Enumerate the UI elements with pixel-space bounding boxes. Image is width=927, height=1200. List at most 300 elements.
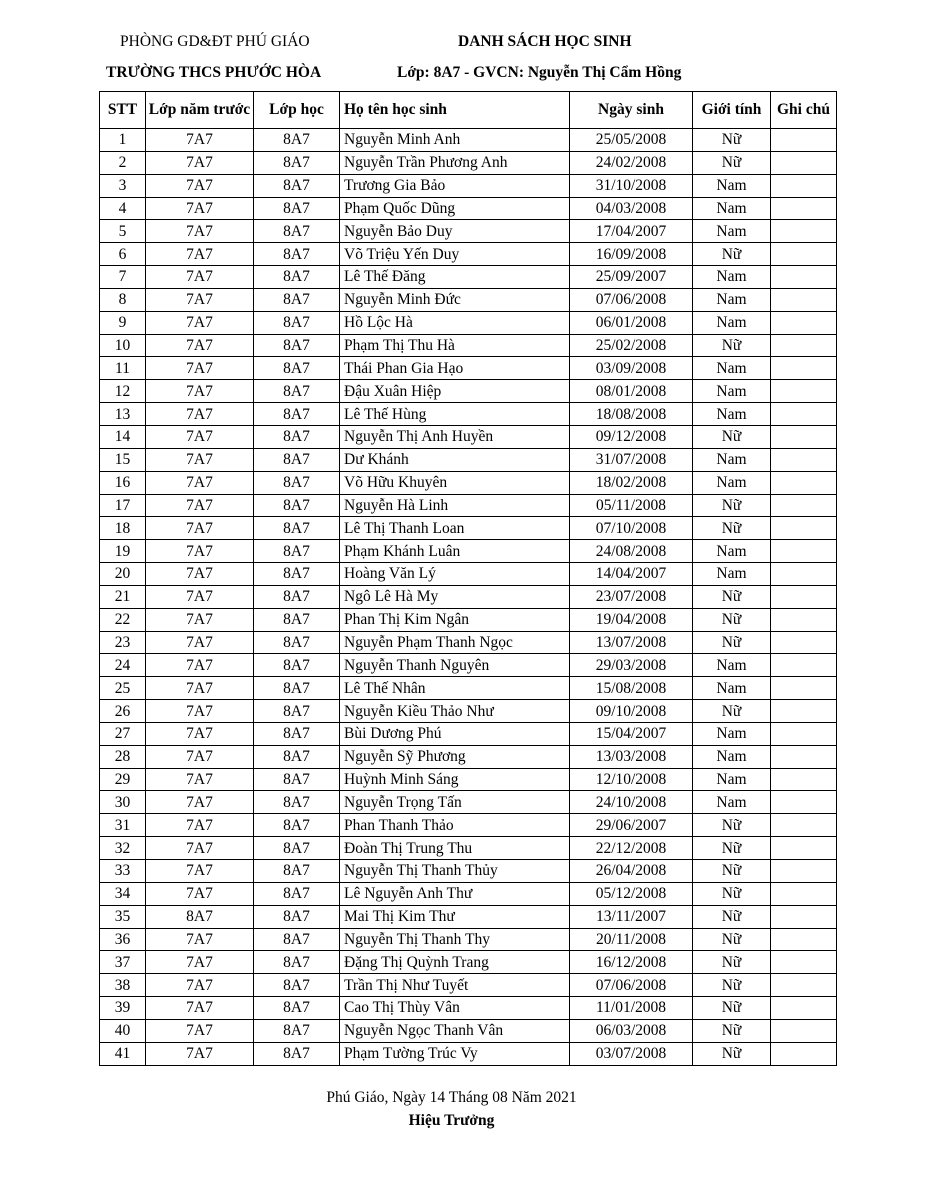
class-cell: 8A7 xyxy=(254,997,340,1020)
table-row xyxy=(100,654,837,677)
previous-class-cell: 7A7 xyxy=(146,517,254,540)
table-row xyxy=(100,608,837,631)
gender-cell: Nam xyxy=(693,791,771,814)
department-name: PHÒNG GD&ĐT PHÚ GIÁO xyxy=(120,33,310,50)
birth-date-cell: 03/09/2008 xyxy=(570,357,693,380)
table-header-row xyxy=(100,92,837,129)
stt-cell: 27 xyxy=(100,722,146,745)
birth-date-cell: 31/07/2008 xyxy=(570,448,693,471)
note-cell xyxy=(771,357,837,380)
birth-date-cell: 29/06/2007 xyxy=(570,814,693,837)
note-cell xyxy=(771,700,837,723)
gender-cell: Nam xyxy=(693,563,771,586)
previous-class-cell: 7A7 xyxy=(146,266,254,289)
student-name-cell: Phạm Khánh Luân xyxy=(340,540,570,563)
student-name-cell: Thái Phan Gia Hạo xyxy=(340,357,570,380)
student-name-cell: Đoàn Thị Trung Thu xyxy=(340,837,570,860)
gender-cell: Nam xyxy=(693,380,771,403)
birth-date-cell: 23/07/2008 xyxy=(570,585,693,608)
note-cell xyxy=(771,1019,837,1042)
note-cell xyxy=(771,174,837,197)
table-row xyxy=(100,471,837,494)
class-cell: 8A7 xyxy=(254,197,340,220)
birth-date-cell: 09/10/2008 xyxy=(570,700,693,723)
stt-cell: 14 xyxy=(100,425,146,448)
stt-cell: 36 xyxy=(100,928,146,951)
class-cell: 8A7 xyxy=(254,174,340,197)
student-name-cell: Nguyễn Thị Anh Huyền xyxy=(340,425,570,448)
table-row xyxy=(100,197,837,220)
birth-date-cell: 26/04/2008 xyxy=(570,860,693,883)
previous-class-cell: 7A7 xyxy=(146,471,254,494)
birth-date-cell: 09/12/2008 xyxy=(570,425,693,448)
stt-cell: 22 xyxy=(100,608,146,631)
student-name-cell: Phạm Tường Trúc Vy xyxy=(340,1042,570,1065)
student-name-cell: Võ Hữu Khuyên xyxy=(340,471,570,494)
class-cell: 8A7 xyxy=(254,380,340,403)
column-header-birth-date: Ngày sinh xyxy=(570,92,693,129)
class-cell: 8A7 xyxy=(254,722,340,745)
previous-class-cell: 7A7 xyxy=(146,243,254,266)
previous-class-cell: 7A7 xyxy=(146,220,254,243)
previous-class-cell: 7A7 xyxy=(146,585,254,608)
birth-date-cell: 13/03/2008 xyxy=(570,745,693,768)
student-name-cell: Dư Khánh xyxy=(340,448,570,471)
student-name-cell: Huỳnh Minh Sáng xyxy=(340,768,570,791)
birth-date-cell: 18/08/2008 xyxy=(570,403,693,426)
birth-date-cell: 18/02/2008 xyxy=(570,471,693,494)
table-row xyxy=(100,288,837,311)
note-cell xyxy=(771,654,837,677)
student-name-cell: Trương Gia Bảo xyxy=(340,174,570,197)
class-cell: 8A7 xyxy=(254,334,340,357)
class-cell: 8A7 xyxy=(254,791,340,814)
gender-cell: Nữ xyxy=(693,905,771,928)
note-cell xyxy=(771,288,837,311)
note-cell xyxy=(771,197,837,220)
table-row xyxy=(100,860,837,883)
previous-class-cell: 7A7 xyxy=(146,654,254,677)
birth-date-cell: 13/11/2007 xyxy=(570,905,693,928)
birth-date-cell: 31/10/2008 xyxy=(570,174,693,197)
gender-cell: Nam xyxy=(693,745,771,768)
column-header-gender: Giới tính xyxy=(693,92,771,129)
note-cell xyxy=(771,905,837,928)
table-row xyxy=(100,677,837,700)
previous-class-cell: 7A7 xyxy=(146,631,254,654)
stt-cell: 7 xyxy=(100,266,146,289)
stt-cell: 24 xyxy=(100,654,146,677)
table-row xyxy=(100,151,837,174)
student-name-cell: Nguyễn Minh Đức xyxy=(340,288,570,311)
class-cell: 8A7 xyxy=(254,471,340,494)
class-cell: 8A7 xyxy=(254,563,340,586)
table-row xyxy=(100,951,837,974)
previous-class-cell: 7A7 xyxy=(146,608,254,631)
previous-class-cell: 7A7 xyxy=(146,380,254,403)
birth-date-cell: 06/01/2008 xyxy=(570,311,693,334)
table-row xyxy=(100,357,837,380)
table-row xyxy=(100,882,837,905)
student-name-cell: Nguyễn Thị Thanh Thủy xyxy=(340,860,570,883)
table-row xyxy=(100,791,837,814)
stt-cell: 18 xyxy=(100,517,146,540)
stt-cell: 31 xyxy=(100,814,146,837)
table-row xyxy=(100,1019,837,1042)
table-row xyxy=(100,334,837,357)
previous-class-cell: 7A7 xyxy=(146,814,254,837)
stt-cell: 20 xyxy=(100,563,146,586)
gender-cell: Nam xyxy=(693,288,771,311)
class-cell: 8A7 xyxy=(254,425,340,448)
note-cell xyxy=(771,311,837,334)
student-name-cell: Nguyễn Trọng Tấn xyxy=(340,791,570,814)
stt-cell: 25 xyxy=(100,677,146,700)
table-row xyxy=(100,563,837,586)
birth-date-cell: 25/05/2008 xyxy=(570,129,693,152)
previous-class-cell: 7A7 xyxy=(146,974,254,997)
previous-class-cell: 7A7 xyxy=(146,997,254,1020)
class-cell: 8A7 xyxy=(254,974,340,997)
birth-date-cell: 06/03/2008 xyxy=(570,1019,693,1042)
note-cell xyxy=(771,334,837,357)
stt-cell: 34 xyxy=(100,882,146,905)
note-cell xyxy=(771,745,837,768)
gender-cell: Nữ xyxy=(693,517,771,540)
column-header-class: Lớp học xyxy=(254,92,340,129)
table-row xyxy=(100,745,837,768)
class-cell: 8A7 xyxy=(254,220,340,243)
class-cell: 8A7 xyxy=(254,882,340,905)
note-cell xyxy=(771,928,837,951)
stt-cell: 40 xyxy=(100,1019,146,1042)
student-name-cell: Lê Thế Nhân xyxy=(340,677,570,700)
birth-date-cell: 24/08/2008 xyxy=(570,540,693,563)
student-name-cell: Trần Thị Như Tuyết xyxy=(340,974,570,997)
stt-cell: 17 xyxy=(100,494,146,517)
note-cell xyxy=(771,220,837,243)
column-header-stt: STT xyxy=(100,92,146,129)
gender-cell: Nữ xyxy=(693,243,771,266)
student-name-cell: Phạm Quốc Dũng xyxy=(340,197,570,220)
stt-cell: 26 xyxy=(100,700,146,723)
gender-cell: Nam xyxy=(693,357,771,380)
gender-cell: Nam xyxy=(693,266,771,289)
table-row xyxy=(100,814,837,837)
student-name-cell: Phan Thị Kim Ngân xyxy=(340,608,570,631)
birth-date-cell: 07/06/2008 xyxy=(570,974,693,997)
previous-class-cell: 7A7 xyxy=(146,677,254,700)
stt-cell: 35 xyxy=(100,905,146,928)
student-name-cell: Nguyễn Thanh Nguyên xyxy=(340,654,570,677)
previous-class-cell: 7A7 xyxy=(146,700,254,723)
student-name-cell: Phan Thanh Thảo xyxy=(340,814,570,837)
note-cell xyxy=(771,882,837,905)
stt-cell: 28 xyxy=(100,745,146,768)
table-row xyxy=(100,768,837,791)
gender-cell: Nữ xyxy=(693,631,771,654)
previous-class-cell: 7A7 xyxy=(146,151,254,174)
previous-class-cell: 7A7 xyxy=(146,768,254,791)
student-name-cell: Nguyễn Kiều Thảo Như xyxy=(340,700,570,723)
class-cell: 8A7 xyxy=(254,151,340,174)
table-row xyxy=(100,243,837,266)
student-name-cell: Lê Thế Hùng xyxy=(340,403,570,426)
stt-cell: 8 xyxy=(100,288,146,311)
note-cell xyxy=(771,266,837,289)
table-row xyxy=(100,517,837,540)
birth-date-cell: 12/10/2008 xyxy=(570,768,693,791)
note-cell xyxy=(771,677,837,700)
previous-class-cell: 7A7 xyxy=(146,129,254,152)
table-row xyxy=(100,585,837,608)
class-cell: 8A7 xyxy=(254,814,340,837)
stt-cell: 5 xyxy=(100,220,146,243)
class-cell: 8A7 xyxy=(254,517,340,540)
student-name-cell: Nguyễn Ngọc Thanh Vân xyxy=(340,1019,570,1042)
class-cell: 8A7 xyxy=(254,928,340,951)
note-cell xyxy=(771,631,837,654)
gender-cell: Nữ xyxy=(693,585,771,608)
gender-cell: Nữ xyxy=(693,425,771,448)
note-cell xyxy=(771,151,837,174)
student-name-cell: Cao Thị Thùy Vân xyxy=(340,997,570,1020)
gender-cell: Nam xyxy=(693,448,771,471)
place-and-date: Phú Giáo, Ngày 14 Tháng 08 Năm 2021 xyxy=(326,1089,577,1106)
previous-class-cell: 7A7 xyxy=(146,745,254,768)
birth-date-cell: 24/02/2008 xyxy=(570,151,693,174)
table-row xyxy=(100,448,837,471)
stt-cell: 32 xyxy=(100,837,146,860)
class-cell: 8A7 xyxy=(254,905,340,928)
school-name: TRƯỜNG THCS PHƯỚC HÒA xyxy=(106,64,322,81)
table-row xyxy=(100,174,837,197)
class-cell: 8A7 xyxy=(254,768,340,791)
student-name-cell: Bùi Dương Phú xyxy=(340,722,570,745)
note-cell xyxy=(771,837,837,860)
previous-class-cell: 7A7 xyxy=(146,540,254,563)
table-row xyxy=(100,928,837,951)
birth-date-cell: 17/04/2007 xyxy=(570,220,693,243)
gender-cell: Nam xyxy=(693,403,771,426)
stt-cell: 11 xyxy=(100,357,146,380)
class-cell: 8A7 xyxy=(254,494,340,517)
note-cell xyxy=(771,243,837,266)
student-name-cell: Ngô Lê Hà My xyxy=(340,585,570,608)
stt-cell: 33 xyxy=(100,860,146,883)
birth-date-cell: 29/03/2008 xyxy=(570,654,693,677)
previous-class-cell: 8A7 xyxy=(146,905,254,928)
stt-cell: 9 xyxy=(100,311,146,334)
gender-cell: Nam xyxy=(693,471,771,494)
gender-cell: Nữ xyxy=(693,334,771,357)
gender-cell: Nam xyxy=(693,197,771,220)
student-table xyxy=(99,91,837,1066)
birth-date-cell: 05/11/2008 xyxy=(570,494,693,517)
birth-date-cell: 04/03/2008 xyxy=(570,197,693,220)
previous-class-cell: 7A7 xyxy=(146,448,254,471)
note-cell xyxy=(771,585,837,608)
class-cell: 8A7 xyxy=(254,654,340,677)
birth-date-cell: 20/11/2008 xyxy=(570,928,693,951)
student-name-cell: Phạm Thị Thu Hà xyxy=(340,334,570,357)
birth-date-cell: 13/07/2008 xyxy=(570,631,693,654)
note-cell xyxy=(771,494,837,517)
stt-cell: 3 xyxy=(100,174,146,197)
class-cell: 8A7 xyxy=(254,448,340,471)
note-cell xyxy=(771,860,837,883)
table-row xyxy=(100,380,837,403)
birth-date-cell: 15/04/2007 xyxy=(570,722,693,745)
previous-class-cell: 7A7 xyxy=(146,288,254,311)
signer-title: Hiệu Trưởng xyxy=(408,1112,495,1129)
previous-class-cell: 7A7 xyxy=(146,174,254,197)
column-header-previous-class: Lớp năm trước xyxy=(146,92,254,129)
class-cell: 8A7 xyxy=(254,1019,340,1042)
student-name-cell: Nguyễn Minh Anh xyxy=(340,129,570,152)
student-name-cell: Nguyễn Bảo Duy xyxy=(340,220,570,243)
stt-cell: 13 xyxy=(100,403,146,426)
previous-class-cell: 7A7 xyxy=(146,425,254,448)
class-cell: 8A7 xyxy=(254,585,340,608)
note-cell xyxy=(771,380,837,403)
student-name-cell: Hoàng Văn Lý xyxy=(340,563,570,586)
stt-cell: 4 xyxy=(100,197,146,220)
birth-date-cell: 15/08/2008 xyxy=(570,677,693,700)
birth-date-cell: 03/07/2008 xyxy=(570,1042,693,1065)
gender-cell: Nam xyxy=(693,654,771,677)
birth-date-cell: 25/09/2007 xyxy=(570,266,693,289)
gender-cell: Nữ xyxy=(693,700,771,723)
note-cell xyxy=(771,403,837,426)
class-cell: 8A7 xyxy=(254,837,340,860)
student-name-cell: Nguyễn Thị Thanh Thy xyxy=(340,928,570,951)
gender-cell: Nam xyxy=(693,540,771,563)
note-cell xyxy=(771,1042,837,1065)
gender-cell: Nữ xyxy=(693,494,771,517)
gender-cell: Nữ xyxy=(693,814,771,837)
gender-cell: Nữ xyxy=(693,837,771,860)
note-cell xyxy=(771,425,837,448)
class-cell: 8A7 xyxy=(254,860,340,883)
birth-date-cell: 16/12/2008 xyxy=(570,951,693,974)
previous-class-cell: 7A7 xyxy=(146,357,254,380)
stt-cell: 15 xyxy=(100,448,146,471)
note-cell xyxy=(771,608,837,631)
gender-cell: Nam xyxy=(693,677,771,700)
class-cell: 8A7 xyxy=(254,631,340,654)
table-row xyxy=(100,129,837,152)
stt-cell: 19 xyxy=(100,540,146,563)
note-cell xyxy=(771,517,837,540)
gender-cell: Nữ xyxy=(693,1019,771,1042)
student-name-cell: Đậu Xuân Hiệp xyxy=(340,380,570,403)
table-row xyxy=(100,974,837,997)
previous-class-cell: 7A7 xyxy=(146,791,254,814)
table-row xyxy=(100,631,837,654)
stt-cell: 39 xyxy=(100,997,146,1020)
gender-cell: Nữ xyxy=(693,951,771,974)
stt-cell: 21 xyxy=(100,585,146,608)
class-cell: 8A7 xyxy=(254,700,340,723)
student-name-cell: Võ Triệu Yến Duy xyxy=(340,243,570,266)
class-cell: 8A7 xyxy=(254,403,340,426)
student-name-cell: Nguyễn Sỹ Phương xyxy=(340,745,570,768)
note-cell xyxy=(771,448,837,471)
previous-class-cell: 7A7 xyxy=(146,722,254,745)
stt-cell: 16 xyxy=(100,471,146,494)
class-cell: 8A7 xyxy=(254,608,340,631)
gender-cell: Nữ xyxy=(693,129,771,152)
class-cell: 8A7 xyxy=(254,540,340,563)
table-row xyxy=(100,837,837,860)
birth-date-cell: 25/02/2008 xyxy=(570,334,693,357)
stt-cell: 6 xyxy=(100,243,146,266)
note-cell xyxy=(771,951,837,974)
note-cell xyxy=(771,129,837,152)
gender-cell: Nữ xyxy=(693,882,771,905)
class-cell: 8A7 xyxy=(254,311,340,334)
previous-class-cell: 7A7 xyxy=(146,951,254,974)
class-cell: 8A7 xyxy=(254,677,340,700)
stt-cell: 37 xyxy=(100,951,146,974)
student-name-cell: Đặng Thị Quỳnh Trang xyxy=(340,951,570,974)
previous-class-cell: 7A7 xyxy=(146,311,254,334)
birth-date-cell: 22/12/2008 xyxy=(570,837,693,860)
note-cell xyxy=(771,997,837,1020)
gender-cell: Nữ xyxy=(693,974,771,997)
previous-class-cell: 7A7 xyxy=(146,928,254,951)
gender-cell: Nam xyxy=(693,174,771,197)
birth-date-cell: 07/10/2008 xyxy=(570,517,693,540)
stt-cell: 30 xyxy=(100,791,146,814)
note-cell xyxy=(771,540,837,563)
previous-class-cell: 7A7 xyxy=(146,882,254,905)
student-name-cell: Nguyễn Phạm Thanh Ngọc xyxy=(340,631,570,654)
column-header-student-name: Họ tên học sinh xyxy=(340,92,570,129)
birth-date-cell: 07/06/2008 xyxy=(570,288,693,311)
column-header-note: Ghi chú xyxy=(771,92,837,129)
birth-date-cell: 16/09/2008 xyxy=(570,243,693,266)
class-cell: 8A7 xyxy=(254,951,340,974)
table-row xyxy=(100,997,837,1020)
birth-date-cell: 08/01/2008 xyxy=(570,380,693,403)
document-title: DANH SÁCH HỌC SINH xyxy=(458,33,632,50)
gender-cell: Nữ xyxy=(693,860,771,883)
note-cell xyxy=(771,768,837,791)
gender-cell: Nữ xyxy=(693,151,771,174)
stt-cell: 23 xyxy=(100,631,146,654)
table-row xyxy=(100,425,837,448)
gender-cell: Nam xyxy=(693,311,771,334)
table-row xyxy=(100,220,837,243)
class-cell: 8A7 xyxy=(254,129,340,152)
previous-class-cell: 7A7 xyxy=(146,403,254,426)
table-row xyxy=(100,540,837,563)
class-cell: 8A7 xyxy=(254,243,340,266)
gender-cell: Nữ xyxy=(693,1042,771,1065)
gender-cell: Nam xyxy=(693,722,771,745)
table-row xyxy=(100,266,837,289)
class-teacher-line: Lớp: 8A7 - GVCN: Nguyễn Thị Cẩm Hồng xyxy=(397,64,682,81)
gender-cell: Nữ xyxy=(693,928,771,951)
class-cell: 8A7 xyxy=(254,357,340,380)
birth-date-cell: 14/04/2007 xyxy=(570,563,693,586)
student-name-cell: Lê Thế Đăng xyxy=(340,266,570,289)
gender-cell: Nam xyxy=(693,768,771,791)
student-name-cell: Nguyễn Trần Phương Anh xyxy=(340,151,570,174)
table-row xyxy=(100,700,837,723)
